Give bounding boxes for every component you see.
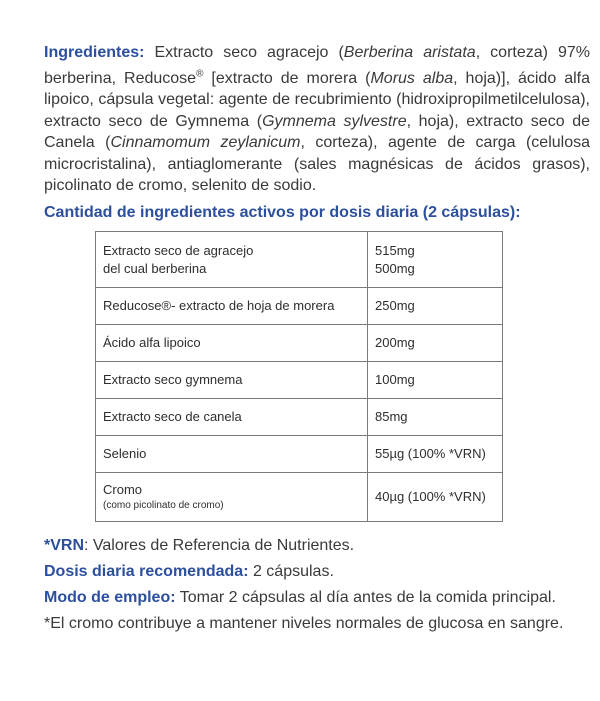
- table-row: [96, 436, 503, 473]
- ingredient-amount-cell: 40µg (100% *VRN): [368, 473, 503, 522]
- ingredient-note: (como picolinato de cromo): [103, 500, 224, 511]
- ingredient-name-cell: Selenio: [96, 436, 368, 473]
- ingredients-paragraph: [44, 42, 590, 197]
- ingredient-amount-cell: 250mg: [368, 288, 503, 325]
- ingredients-segment: Gymnema sylvestre: [262, 112, 407, 130]
- ingredient-name-cell: Extracto seco de canela: [96, 399, 368, 436]
- vrn-text: : Valores de Referencia de Nutrientes.: [84, 537, 355, 554]
- dose-text: 2 cápsulas.: [248, 563, 334, 580]
- ingredient-amount-cell: 100mg: [368, 362, 503, 399]
- ingredient-amount-cell: 515mg 500mg: [368, 232, 503, 288]
- ingredient-amount-cell: 200mg: [368, 325, 503, 362]
- daily-dose: [44, 562, 334, 582]
- ingredient-name-cell: Extracto seco gymnema: [96, 362, 368, 399]
- ingredients-segment: Cinnamomum zeylanicum: [110, 134, 301, 152]
- ingredients-segment: Extracto seco agracejo (: [144, 44, 344, 61]
- ingredient-name-cell: Reducose®- extracto de hoja de morera: [96, 288, 368, 325]
- table-row: [96, 399, 503, 436]
- ingredients-label: Ingredientes:: [44, 44, 145, 61]
- ingredients-segment: [extracto de morera (: [203, 69, 371, 87]
- ingredient-amount-cell: 85mg: [368, 399, 503, 436]
- table-row: [96, 473, 503, 522]
- ingredient-amount-cell: 55µg (100% *VRN): [368, 436, 503, 473]
- table-row: [96, 288, 503, 325]
- ingredients-segment: , hoja)], ácido alfa lipoico, cápsula vegetal: agente de recubrimiento (hidroxipropilmetilcelulosa), extracto seco de Gymnema (: [44, 69, 590, 130]
- ingredients-segment: Morus alba: [370, 69, 454, 87]
- ingredient-name-cell: Ácido alfa lipoico: [96, 325, 368, 362]
- table-row: [96, 325, 503, 362]
- usage-label: Modo de empleo:: [44, 589, 176, 606]
- ingredients-text: [44, 44, 590, 194]
- vrn-note: [44, 536, 354, 556]
- table-row: [96, 362, 503, 399]
- vrn-label: *VRN: [44, 537, 85, 554]
- active-ingredients-table: [95, 231, 503, 522]
- chromium-claim: *El cromo contribuye a mantener niveles normales de glucosa en sangre.: [44, 615, 564, 632]
- ingredients-segment: Berberina aristata: [343, 44, 476, 61]
- ingredients-segment: , corteza) 97% berberina, Reducose: [44, 44, 591, 87]
- table-row: [96, 232, 503, 288]
- ingredient-name-cell: Extracto seco de agracejo del cual berberina: [96, 232, 368, 288]
- usage-text: Tomar 2 cápsulas al día antes de la comida principal.: [175, 589, 556, 606]
- dose-label: Dosis diaria recomendada:: [44, 563, 249, 580]
- ingredients-segment: , corteza), agente de carga (celulosa microcristalina), antiaglomerante (sales magnésicas de ácidos grasos), picolinato de cromo, selenito de sodio.: [44, 134, 591, 195]
- usage-instructions: [44, 588, 556, 608]
- active-ingredients-heading: Cantidad de ingredientes activos por dosis diaria (2 cápsulas):: [44, 204, 521, 221]
- ingredients-segment: , hoja), extracto seco de Canela (: [44, 112, 590, 152]
- ingredient-name-cell: Cromo (como picolinato de cromo): [96, 473, 368, 522]
- ingredients-segment: ®: [196, 68, 204, 80]
